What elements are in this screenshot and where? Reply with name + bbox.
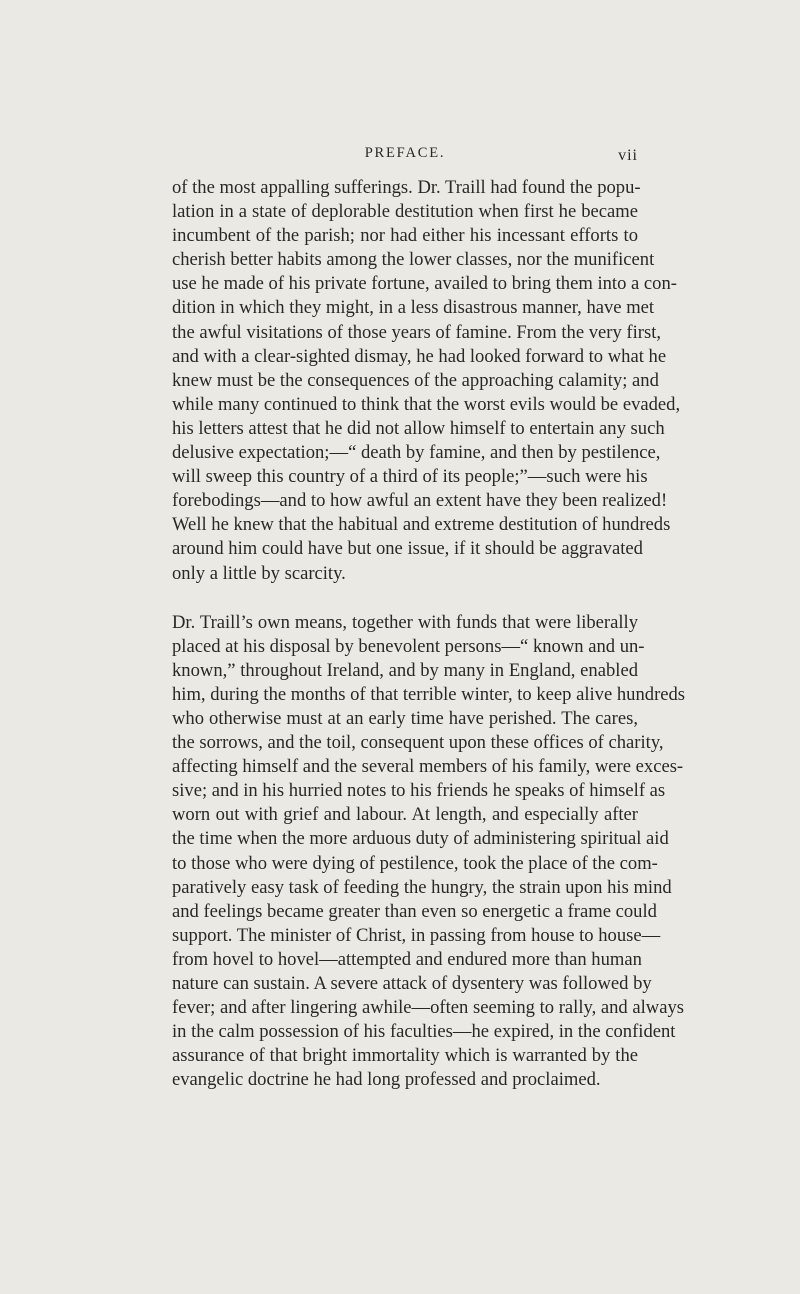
text-line: while many continued to think that the worst evils would be evaded, bbox=[172, 393, 681, 415]
text-line: use he made of his private fortune, availed to bring them into a con- bbox=[172, 273, 677, 295]
text-line: the sorrows, and the toil, consequent upon these offices of charity, bbox=[172, 732, 664, 754]
text-line: nature can sustain. A severe attack of dysentery was followed by bbox=[172, 973, 652, 994]
text-line: Dr. Traill’s own means, together with funds that were liberally bbox=[172, 611, 638, 633]
text-line: only a little by scarcity. bbox=[172, 562, 346, 584]
text-line: dition in which they might, in a less disastrous manner, have met bbox=[172, 297, 655, 319]
text-line: in the calm possession of his faculties—he expired, in the confident bbox=[172, 1021, 676, 1043]
text-line: placed at his disposal by benevolent persons—“ known and un- bbox=[172, 635, 645, 657]
text-line: worn out with grief and labour. At length, and especially after bbox=[172, 804, 638, 826]
text-line: evangelic doctrine he had long professed and proclaimed. bbox=[172, 1069, 601, 1091]
text-line: Well he knew that the habitual and extreme destitution of hundreds bbox=[172, 514, 671, 536]
text-line: and with a clear-sighted dismay, he had looked forward to what he bbox=[172, 345, 667, 367]
text-line: paratively easy task of feeding the hungry, the strain upon his mind bbox=[172, 876, 672, 898]
running-title: PREFACE. bbox=[364, 145, 446, 161]
text-line: and feelings became greater than even so energetic a frame could bbox=[172, 900, 657, 922]
text-line: delusive expectation;—“ death by famine, and then by pestilence, bbox=[172, 442, 661, 464]
text-line: the time when the more arduous duty of administering spiritual aid bbox=[172, 828, 669, 850]
text-line: sive; and in his hurried notes to his friends he speaks of himself as bbox=[172, 780, 666, 802]
text-line: lation in a state of deplorable destitution when first he became bbox=[172, 201, 638, 223]
text-line: support. The minister of Christ, in passing from house to house— bbox=[172, 924, 661, 946]
paragraph-2 bbox=[172, 611, 686, 1093]
text-line: assurance of that bright immortality which is warranted by the bbox=[172, 1045, 638, 1067]
text-line: known,” throughout Ireland, and by many in England, enabled bbox=[172, 659, 638, 681]
text-line: cherish better habits among the lower classes, nor the munificent bbox=[172, 249, 655, 271]
running-head bbox=[172, 145, 638, 169]
text-line: incumbent of the parish; nor had either his incessant efforts to bbox=[172, 225, 638, 247]
text-line: will sweep this country of a third of its people;”—such were his bbox=[172, 466, 648, 488]
paragraph-1 bbox=[172, 176, 681, 586]
text-line: affecting himself and the several members of his family, were exces- bbox=[172, 756, 684, 778]
text-line: him, during the months of that terrible winter, to keep alive hundreds bbox=[172, 683, 686, 705]
paragraph-gap bbox=[172, 586, 638, 611]
text-line: his letters attest that he did not allow himself to entertain any such bbox=[172, 417, 665, 439]
text-line: to those who were dying of pestilence, took the place of the com- bbox=[172, 852, 658, 874]
text-line: around him could have but one issue, if it should be aggravated bbox=[172, 538, 643, 560]
text-line: fever; and after lingering awhile—often seeming to rally, and always bbox=[172, 997, 684, 1019]
text-line: knew must be the consequences of the approaching calamity; and bbox=[172, 369, 659, 391]
text-line: of the most appalling sufferings. Dr. Traill had found the popu- bbox=[172, 177, 641, 198]
page-number: vii bbox=[618, 147, 638, 164]
body-text bbox=[172, 176, 686, 1092]
text-line: who otherwise must at an early time have perished. The cares, bbox=[172, 707, 638, 729]
text-line: forebodings—and to how awful an extent have they been realized! bbox=[172, 490, 668, 512]
text-line: the awful visitations of those years of famine. From the very first, bbox=[172, 321, 662, 343]
text-line: from hovel to hovel—attempted and endured more than human bbox=[172, 948, 642, 970]
